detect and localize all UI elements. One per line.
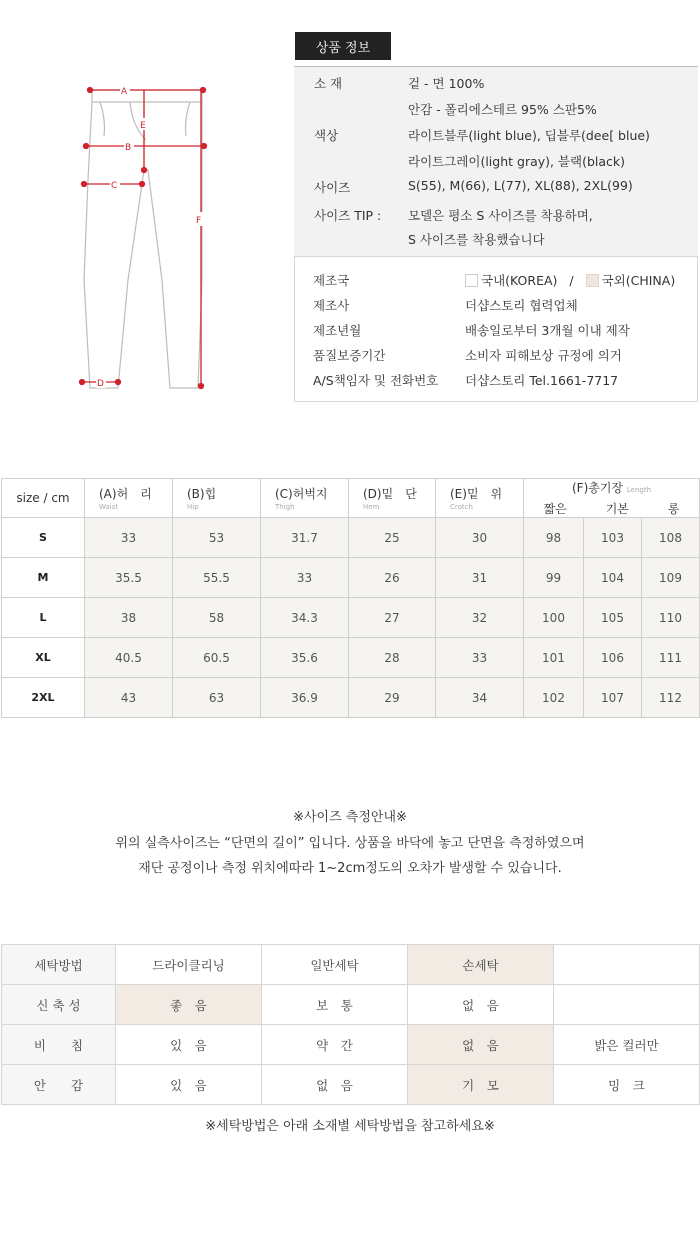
notice-line-2: 재단 공정이나 측정 위치에따라 1~2cm정도의 오차가 발생할 수 있습니다. (138, 861, 562, 876)
notice-title: ※사이즈 측정안내※ (293, 810, 407, 825)
measure-cell: 100 (524, 598, 584, 638)
maker-label: 제조사 (313, 298, 350, 313)
size-row (2, 558, 700, 598)
pants-outline (84, 102, 202, 388)
measure-cell: 31 (436, 558, 524, 598)
measure-a-start (88, 88, 93, 93)
col-crotch (436, 479, 524, 518)
col-hip-sub: Hip (187, 503, 199, 511)
wash-option-cell: 없 음 (408, 985, 554, 1025)
wash-option-cell: 약 간 (262, 1025, 408, 1065)
origin-china-checkbox[interactable] (586, 274, 599, 287)
wash-row-label: 신 축 성 (2, 985, 116, 1025)
made-date-label: 제조년월 (313, 323, 362, 338)
wash-row-label: 비 침 (2, 1025, 116, 1065)
size-value: S(55), M(66), L(77), XL(88), 2XL(99) (408, 178, 633, 193)
wash-row (2, 985, 700, 1025)
measure-cell: 101 (524, 638, 584, 678)
notice-line-1: 위의 실측사이즈는 “단면의 길이” 입니다. 상품을 바닥에 놓고 단면을 측정하였으며 (115, 836, 585, 851)
measure-cell: 109 (642, 558, 700, 598)
measure-cell: 27 (349, 598, 436, 638)
measure-b-end (202, 144, 207, 149)
color-value-2: 라이트그레이(light gray), 블랙(black) (408, 154, 626, 169)
col-hip-label: (B)힙 (187, 487, 217, 501)
wash-row-label: 안 감 (2, 1065, 116, 1105)
measure-cell: 29 (349, 678, 436, 718)
col-length-long: 롱 (667, 502, 680, 516)
size-tip-2: S 사이즈를 착용했습니다 (408, 232, 545, 247)
measure-cell: 111 (642, 638, 700, 678)
pocket-right-line (186, 102, 191, 136)
measure-c-start (82, 182, 87, 187)
size-row (2, 598, 700, 638)
origin-label: 제조국 (313, 273, 350, 288)
label-d: D (97, 379, 104, 389)
measure-cell: 43 (85, 678, 173, 718)
as-contact-label: A/S책임자 및 전화번호 (313, 373, 439, 388)
wash-row (2, 1025, 700, 1065)
measure-cell: 25 (349, 518, 436, 558)
col-thigh (261, 479, 349, 518)
wash-table (1, 944, 700, 1105)
size-cell: 2XL (2, 678, 85, 718)
wash-option-cell: 기 모 (408, 1065, 554, 1105)
size-corner: size / cm (2, 479, 85, 518)
material-outer: 겉 - 면 100% (408, 76, 485, 91)
measure-cell: 110 (642, 598, 700, 638)
measure-cell: 33 (261, 558, 349, 598)
label-e: E (140, 121, 146, 131)
col-waist-label: (A)허 리 (99, 487, 152, 501)
wash-option-cell: 드라이클리닝 (116, 945, 262, 985)
measure-cell: 58 (173, 598, 261, 638)
size-cell: XL (2, 638, 85, 678)
origin-options (465, 271, 675, 289)
color-value-1: 라이트블루(light blue), 딥블루(dee[ blue) (408, 128, 650, 143)
col-length-regular: 기본 (605, 502, 629, 516)
measure-cell: 60.5 (173, 638, 261, 678)
measure-b-start (84, 144, 89, 149)
wash-option-cell: 좋 음 (116, 985, 262, 1025)
col-waist (85, 479, 173, 518)
col-length-short: 짧은 (543, 502, 567, 516)
col-waist-sub: Waist (99, 503, 119, 511)
measure-cell: 106 (584, 638, 642, 678)
wash-option-cell: 없 음 (408, 1025, 554, 1065)
wash-row (2, 1065, 700, 1105)
wash-option-cell: 있 음 (116, 1025, 262, 1065)
pants-diagram (70, 80, 220, 400)
measure-cell: 55.5 (173, 558, 261, 598)
col-crotch-label: (E)밑 위 (450, 487, 503, 501)
material-label: 소 재 (314, 76, 343, 91)
measure-cell: 31.7 (261, 518, 349, 558)
wash-option-cell: 밍 크 (554, 1065, 700, 1105)
size-label: 사이즈 (314, 180, 351, 195)
col-length-sub: Length (626, 486, 652, 494)
color-label: 색상 (314, 128, 339, 143)
measure-cell: 98 (524, 518, 584, 558)
material-lining: 안감 - 폴리에스테르 95% 스판5% (408, 102, 597, 117)
size-cell: L (2, 598, 85, 638)
measure-cell: 112 (642, 678, 700, 718)
measure-cell: 34.3 (261, 598, 349, 638)
size-cell: M (2, 558, 85, 598)
col-hip (173, 479, 261, 518)
product-info-box (294, 66, 698, 256)
wash-option-cell: 일반세탁 (262, 945, 408, 985)
manufacturing-info-box (294, 256, 698, 402)
pocket-left-line (100, 102, 105, 136)
measure-cell: 38 (85, 598, 173, 638)
measure-d-end (116, 380, 121, 385)
origin-separator: / (569, 273, 574, 288)
measure-cell: 28 (349, 638, 436, 678)
measure-cell: 35.5 (85, 558, 173, 598)
wash-option-cell: 밝은 컬러만 (554, 1025, 700, 1065)
warranty-label: 품질보증기간 (313, 348, 386, 363)
origin-china-label: 국외(CHINA) (601, 273, 676, 288)
measure-cell: 40.5 (85, 638, 173, 678)
measure-cell: 103 (584, 518, 642, 558)
wash-row-label: 세탁방법 (2, 945, 116, 985)
col-thigh-sub: Thigh (275, 503, 295, 511)
measure-cell: 53 (173, 518, 261, 558)
wash-option-cell (554, 945, 700, 985)
size-row (2, 518, 700, 558)
measure-c-end (140, 182, 145, 187)
wash-option-cell: 손세탁 (408, 945, 554, 985)
label-b: B (125, 143, 132, 153)
waistband-shape (92, 90, 202, 102)
origin-korea-checkbox[interactable] (465, 274, 478, 287)
measure-cell: 104 (584, 558, 642, 598)
size-row (2, 678, 700, 718)
wash-option-cell: 없 음 (262, 1065, 408, 1105)
label-a: A (121, 87, 128, 97)
label-c: C (111, 181, 118, 191)
measure-f-end (199, 384, 204, 389)
origin-korea-label: 국내(KOREA) (481, 273, 558, 288)
maker-value: 더샵스토리 협력업체 (465, 298, 578, 313)
measure-cell: 105 (584, 598, 642, 638)
wash-footer: ※세탁방법은 아래 소재별 세탁방법을 참고하세요※ (205, 1119, 495, 1134)
col-crotch-sub: Crotch (450, 503, 473, 511)
size-cell: S (2, 518, 85, 558)
measure-cell: 99 (524, 558, 584, 598)
made-date-value: 배송일로부터 3개월 이내 제작 (465, 323, 630, 338)
wash-row (2, 945, 700, 985)
wash-option-cell: 보 통 (262, 985, 408, 1025)
col-length-label: (F)총기장 (571, 481, 624, 495)
size-row (2, 638, 700, 678)
measure-cell: 63 (173, 678, 261, 718)
size-tip-1: 모델은 평소 S 사이즈를 착용하며, (408, 208, 593, 223)
col-hem (349, 479, 436, 518)
measure-cell: 30 (436, 518, 524, 558)
col-hem-label: (D)밑 단 (363, 487, 417, 501)
col-hem-sub: Hem (363, 503, 380, 511)
measure-cell: 102 (524, 678, 584, 718)
as-contact-value: 더샵스토리 Tel.1661-7717 (465, 373, 619, 388)
measure-cell: 26 (349, 558, 436, 598)
wash-option-cell (554, 985, 700, 1025)
measure-cell: 33 (436, 638, 524, 678)
measure-cell: 32 (436, 598, 524, 638)
col-thigh-label: (C)허벅지 (275, 487, 328, 501)
measure-cell: 33 (85, 518, 173, 558)
size-table (1, 478, 700, 718)
measure-cell: 36.9 (261, 678, 349, 718)
measure-d-start (80, 380, 85, 385)
product-info-title: 상품 정보 (295, 32, 391, 60)
measure-cell: 34 (436, 678, 524, 718)
measure-e-end (142, 168, 147, 173)
wash-option-cell: 있 음 (116, 1065, 262, 1105)
label-f: F (196, 216, 202, 226)
measure-cell: 108 (642, 518, 700, 558)
measure-cell: 107 (584, 678, 642, 718)
col-length (524, 479, 700, 518)
size-table-header (2, 479, 700, 518)
measure-cell: 35.6 (261, 638, 349, 678)
size-tip-label: 사이즈 TIP : (314, 208, 382, 223)
warranty-value: 소비자 피해보상 규정에 의거 (465, 348, 622, 363)
